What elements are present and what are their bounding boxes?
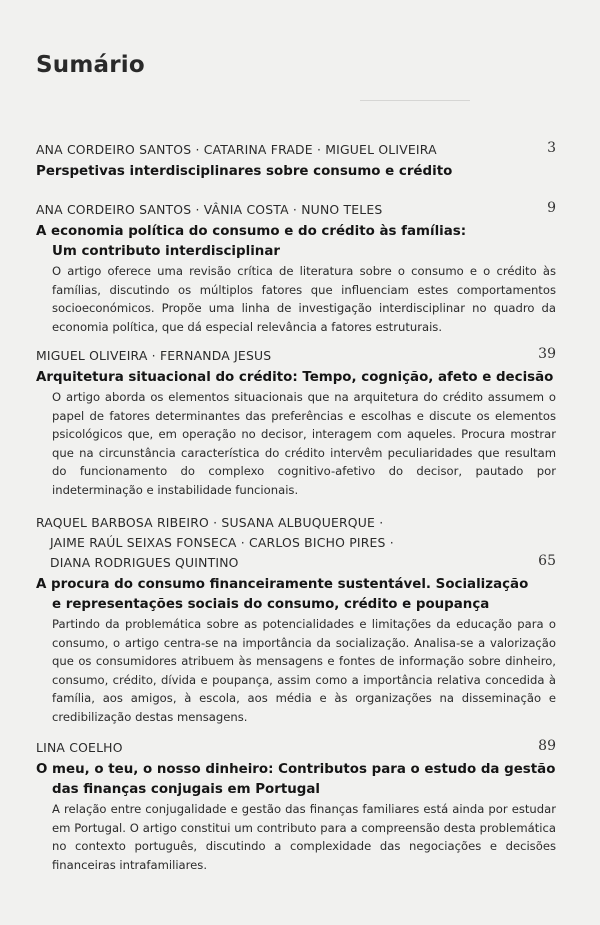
entry-title-line: e representações sociais do consumo, crédito e poupança xyxy=(52,597,490,612)
entry-title-line: A procura do consumo financeiramente sustentável. Socialização xyxy=(36,577,529,592)
entry-title-line: Arquitetura situacional do crédito: Tempo, cognição, afeto e decisão xyxy=(36,370,554,385)
entry-page-number: 65 xyxy=(538,553,556,569)
entry-abstract: O artigo aborda os elementos situacionais que na arquitetura do crédito assumem o papel de fatores determinantes das preferências e escolhas e discute os elementos psicológicos que, em operação no decisor, interagem com aqueles. Procura mostrar que na circunstância característica do crédito intervêm peculiaridades que resultam do funcionamento do complexo cognitivo-afetivo do decisor, pautado por indeterminação e instabilidade funcionais. xyxy=(52,390,556,497)
divider xyxy=(360,100,470,101)
entry-authors: RAQUEL BARBOSA RIBEIRO · SUSANA ALBUQUERQUE · xyxy=(36,515,384,530)
entry-title[interactable] xyxy=(36,368,556,388)
entry-title-line: das finanças conjugais em Portugal xyxy=(52,782,320,797)
entry-title[interactable] xyxy=(36,760,556,800)
entry-authors: MIGUEL OLIVEIRA · FERNANDA JESUS xyxy=(36,348,272,363)
entry-abstract: O artigo oferece uma revisão crítica de literatura sobre o consumo e o crédito às famílias, discutindo os múltiplos fatores que influenciam estes comportamentos socioeconómicos. Propõe uma linha de investigação interdisciplinar no quadro da economia política, que dá especial relevância a fatores estruturais. xyxy=(52,264,556,334)
toc-entry-1[interactable] xyxy=(36,140,556,182)
entry-abstract: Partindo da problemática sobre as potencialidades e limitações da educação para o consumo, o artigo centra-se na importância da socialização. Analisa-se a valorização que os consumidores atribuem às mensagens e fontes de informação sobre dinheiro, consumo, crédito, dívida e poupança, assim como a importância relativa concedida à família, aos amigos, à escola, aos média e às organizações na disseminação e credibilização destas mensagens. xyxy=(52,617,556,724)
toc-entry-5[interactable] xyxy=(36,738,556,874)
entry-authors: ANA CORDEIRO SANTOS · CATARINA FRADE · MIGUEL OLIVEIRA xyxy=(36,142,437,157)
entry-page-number: 3 xyxy=(547,140,556,156)
entry-title-line: A economia política do consumo e do crédito às famílias: xyxy=(36,224,467,239)
entry-page-number: 89 xyxy=(538,738,556,754)
entry-authors: LINA COELHO xyxy=(36,740,123,755)
entry-page-number: 39 xyxy=(538,346,556,362)
toc-entry-2[interactable] xyxy=(36,200,556,336)
entry-authors: DIANA RODRIGUES QUINTINO xyxy=(50,555,239,570)
page-title: Sumário xyxy=(36,52,145,78)
entry-title[interactable] xyxy=(36,162,556,182)
entry-title-line: Um contributo interdisciplinar xyxy=(52,244,280,259)
entry-authors: ANA CORDEIRO SANTOS · VÂNIA COSTA · NUNO TELES xyxy=(36,202,383,217)
entry-title[interactable] xyxy=(36,575,556,615)
entry-authors: JAIME RAÚL SEIXAS FONSECA · CARLOS BICHO PIRES · xyxy=(50,535,394,550)
toc-entry-3[interactable] xyxy=(36,346,556,500)
entry-title-line: Perspetivas interdisciplinares sobre consumo e crédito xyxy=(36,164,453,179)
entry-page-number: 9 xyxy=(547,200,556,216)
toc-entry-4[interactable] xyxy=(36,513,556,727)
entry-title[interactable] xyxy=(36,222,556,262)
entry-title-line: O meu, o teu, o nosso dinheiro: Contributos para o estudo da gestão xyxy=(36,762,556,777)
entry-abstract: A relação entre conjugalidade e gestão das finanças familiares está ainda por estudar em Portugal. O artigo constitui um contributo para a compreensão desta problemática no contexto português, discutindo a complexidade das negociações e decisões financeiras intrafamiliares. xyxy=(52,802,556,872)
